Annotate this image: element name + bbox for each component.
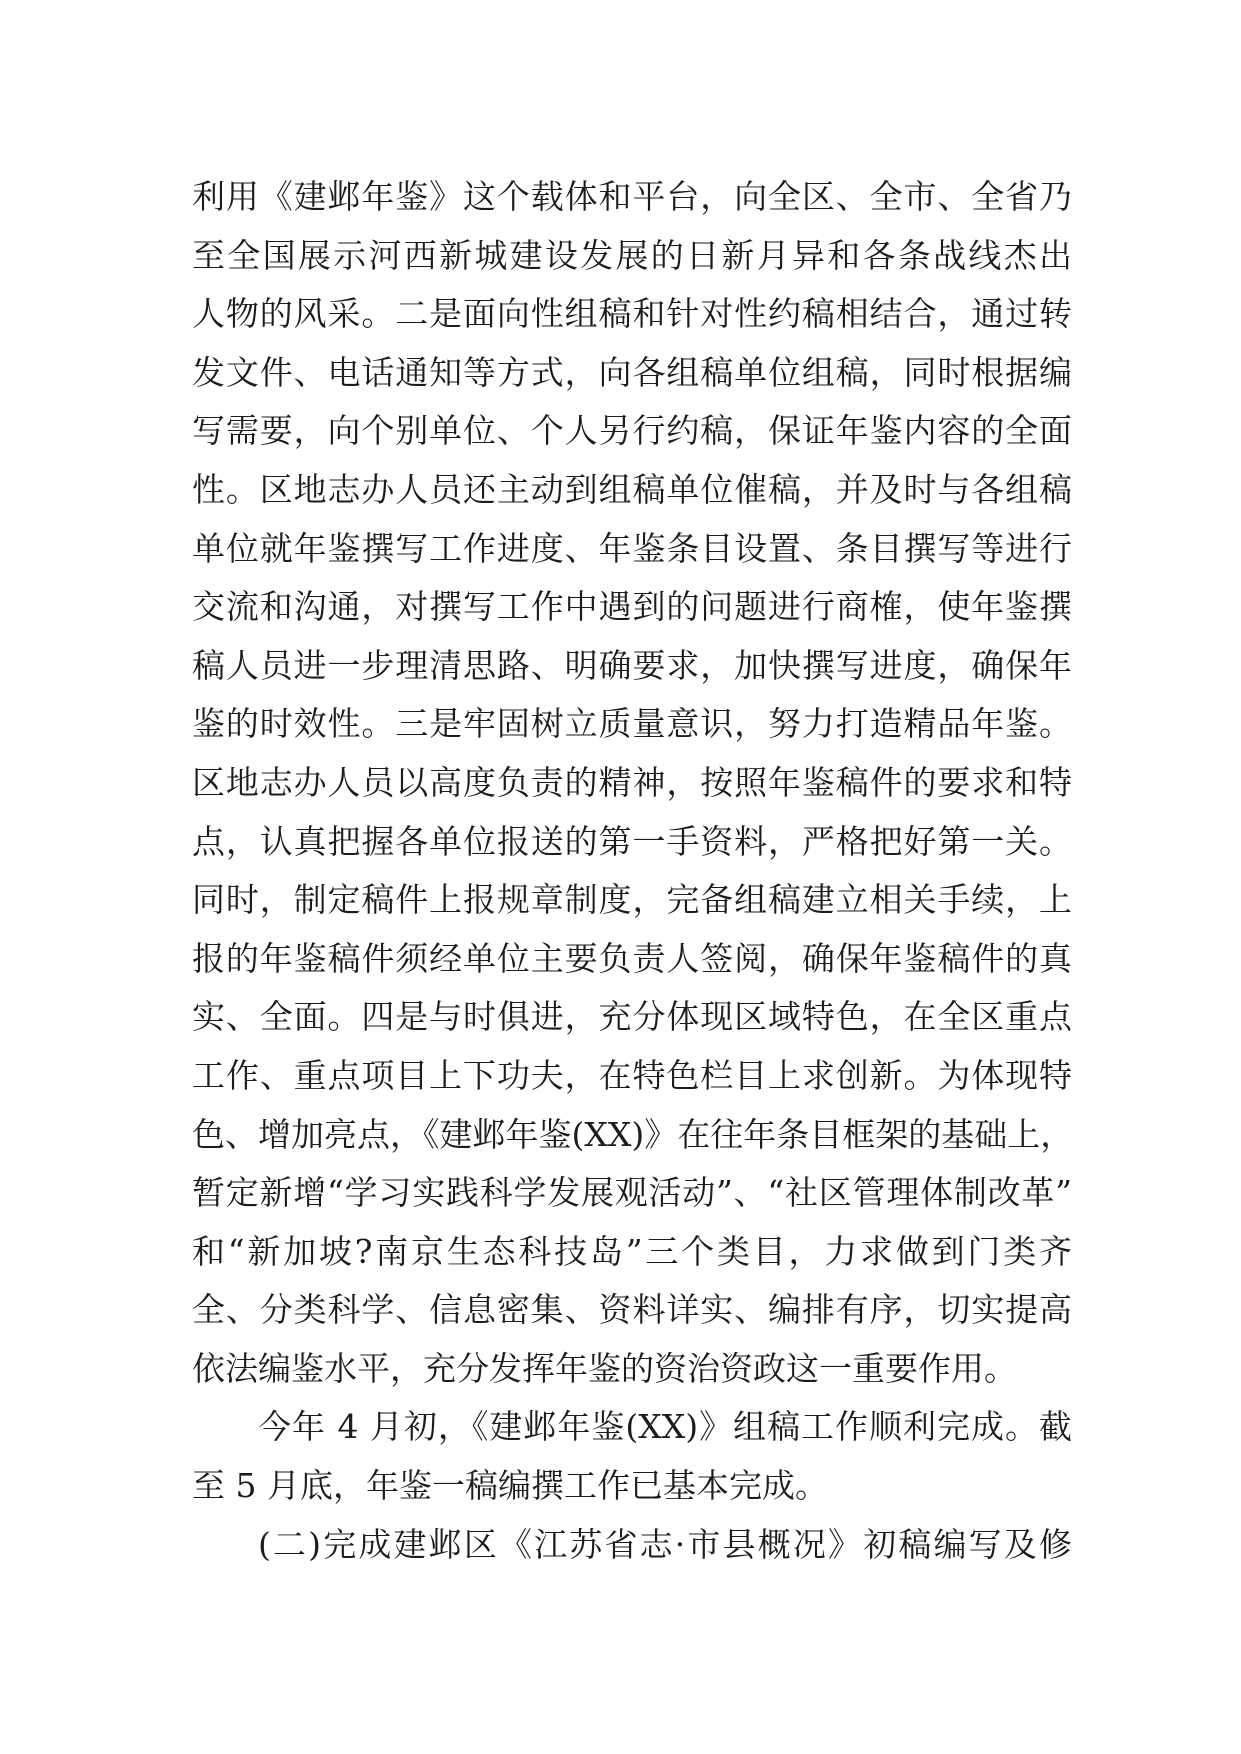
text-line: 发文件、电话通知等方式，向各组稿单位组稿，同时根据编	[192, 352, 1072, 392]
text-line: 同时，制定稿件上报规章制度，完备组稿建立相关手续，上	[192, 880, 1072, 920]
body-text	[192, 168, 1072, 1574]
text-line: 区地志办人员以高度负责的精神，按照年鉴稿件的要求和特	[192, 762, 1072, 802]
text-line: 暂定新增“学习实践科学发展观活动”、“社区管理体制改革”	[192, 1173, 1072, 1213]
text-line: 鉴的时效性。三是牢固树立质量意识，努力打造精品年鉴。	[192, 704, 1072, 744]
text-line: 写需要，向个别单位、个人另行约稿，保证年鉴内容的全面	[192, 411, 1072, 451]
text-line: 依法编鉴水平，充分发挥年鉴的资治资政这一重要作用。	[192, 1348, 1017, 1388]
text-line: 工作、重点项目上下功夫，在特色栏目上求创新。为体现特	[192, 1055, 1072, 1095]
text-line: 今年 4 月初，《建邺年鉴(XX)》组稿工作顺利完成。截	[258, 1407, 1072, 1447]
text-line: 利用《建邺年鉴》这个载体和平台，向全区、全市、全省乃	[192, 177, 1072, 216]
text-line: 点，认真把握各单位报送的第一手资料，严格把好第一关。	[192, 821, 1072, 861]
text-line: (二)完成建邺区《江苏省志·市县概况》初稿编写及修	[258, 1524, 1072, 1564]
text-line: 性。区地志办人员还主动到组稿单位催稿，并及时与各组稿	[192, 469, 1072, 509]
section-heading	[192, 1516, 1072, 1575]
text-line: 色、增加亮点，《建邺年鉴(XX)》在往年条目框架的基础上，	[192, 1114, 1074, 1154]
text-line: 至 5 月底，年鉴一稿编撰工作已基本完成。	[192, 1466, 828, 1506]
text-line: 和“新加坡?南京生态科技岛”三个类目，力求做到门类齐	[192, 1231, 1072, 1271]
text-line: 稿人员进一步理清思路、明确要求，加快撰写进度，确保年	[192, 645, 1072, 685]
text-line: 报的年鉴稿件须经单位主要负责人签阅，确保年鉴稿件的真	[192, 938, 1072, 978]
text-line: 交流和沟通，对撰写工作中遇到的问题进行商榷，使年鉴撰	[192, 587, 1072, 627]
text-line: 实、全面。四是与时俱进，充分体现区域特色，在全区重点	[192, 997, 1072, 1037]
text-line: 至全国展示河西新城建设发展的日新月异和各条战线杰出	[192, 235, 1072, 275]
paragraph-2	[192, 1398, 1072, 1515]
text-line: 单位就年鉴撰写工作进度、年鉴条目设置、条目撰写等进行	[192, 528, 1072, 568]
text-line: 人物的风采。二是面向性组稿和针对性约稿相结合，通过转	[192, 294, 1072, 334]
paragraph-1	[192, 168, 1072, 1398]
text-line: 全、分类科学、信息密集、资料详实、编排有序，切实提高	[192, 1290, 1072, 1330]
